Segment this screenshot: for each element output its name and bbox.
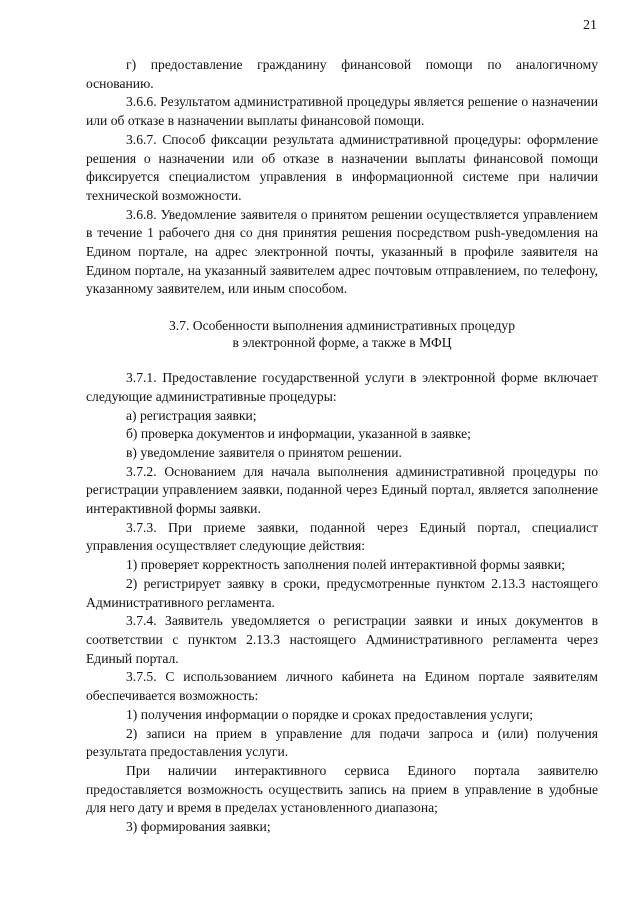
paragraph: При наличии интерактивного сервиса Единого портала заявителю предоставляется возможность осуществить запись на прием в управление в удобные для него дату и время в пределах установленного диапазона; xyxy=(86,762,598,816)
list-item: а) регистрация заявки; xyxy=(126,407,257,423)
paragraph: 3.6.6. Результатом административной процедуры является решение о назначении или об отказе в назначении выплаты финансовой помощи. xyxy=(86,94,598,129)
paragraph: г) предоставление гражданину финансовой помощи по аналогичному основанию. xyxy=(86,57,598,91)
document-body xyxy=(86,56,598,837)
list-item: 2) регистрирует заявку в сроки, предусмотренные пунктом 2.13.3 настоящего Административного регламента. xyxy=(86,575,598,610)
paragraph: 3.6.7. Способ фиксации результата административной процедуры: оформление решения о назначении или об отказе в назначении выплаты финансовой помощи фиксируется специалистом управления в информационной системе при наличии технической возможности. xyxy=(86,131,598,203)
paragraph: 3.7.5. С использованием личного кабинета на Едином портале заявителям обеспечивается возможность: xyxy=(86,669,598,704)
paragraph: 3.6.8. Уведомление заявителя о принятом решении осуществляется управлением в течение 1 рабочего дня со дня принятия решения посредством push-уведомления на Едином портале, на адрес электронной почты, указанный в профиле заявителя на Едином портале, на указанный заявителем адрес почтовым отправлением, по телефону, указанному заявителем, или иным способом. xyxy=(86,206,598,297)
list-item: 3) формирования заявки; xyxy=(126,819,271,835)
section-heading xyxy=(86,317,598,351)
paragraph: 3.7.3. При приеме заявки, поданной через Единый портал, специалист управления осуществляет следующие действия: xyxy=(86,519,598,554)
list-item: б) проверка документов и информации, указанной в заявке; xyxy=(126,426,471,442)
page-number: 21 xyxy=(583,18,597,33)
list-item: 2) записи на прием в управление для подачи запроса и (или) получения результата предоставления услуги. xyxy=(86,725,598,760)
paragraph: 3.7.1. Предоставление государственной услуги в электронной форме включает следующие административные процедуры: xyxy=(86,370,598,404)
paragraph: 3.7.4. Заявитель уведомляется о регистрации заявки и иных документов в соответствии с пунктом 2.13.3 настоящего Административного регламента через Единый портал. xyxy=(86,613,598,666)
list-item: 1) проверяет корректность заполнения полей интерактивной формы заявки; xyxy=(126,557,566,573)
paragraph: 3.7.2. Основанием для начала выполнения административной процедуры по регистрации управлением заявки, поданной через Единый портал, является заполнение интерактивной формы заявки. xyxy=(86,463,598,517)
section-heading-line-1: 3.7. Особенности выполнения административных процедур xyxy=(168,318,516,334)
list-item: 1) получения информации о порядке и сроках предоставления услуги; xyxy=(126,706,534,722)
section-heading-line-2: в электронной форме, а также в МФЦ xyxy=(232,335,452,351)
list-item: в) уведомление заявителя о принятом решении. xyxy=(126,444,402,460)
